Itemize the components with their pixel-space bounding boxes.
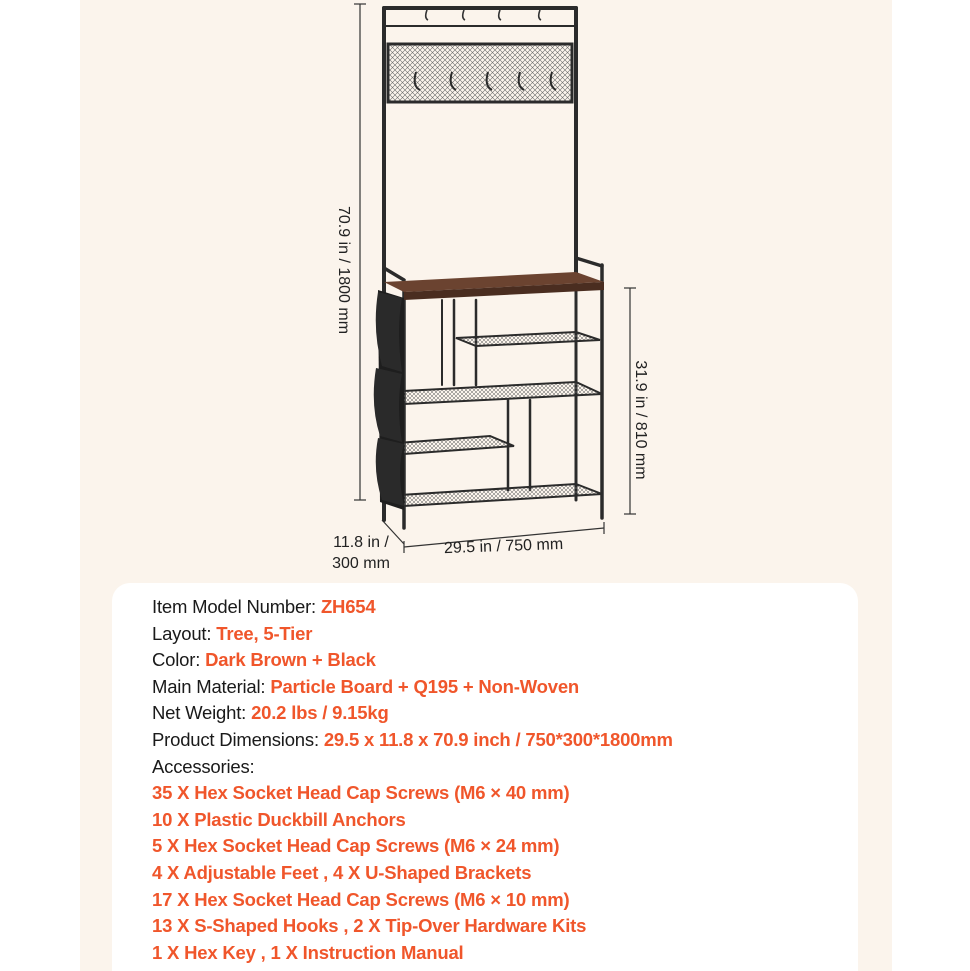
spec-label: Layout: bbox=[152, 622, 217, 644]
spec-value: ZH654 bbox=[320, 596, 376, 617]
top-hooks bbox=[426, 10, 541, 20]
accessory-item: 35 X Hex Socket Head Cap Screws (M6 × 40 mm) bbox=[152, 782, 570, 804]
width-dimension-label: 29.5 in / 750 mm bbox=[443, 535, 564, 558]
depth-dimension-label: 11.8 in / 300 mm bbox=[332, 534, 390, 572]
spec-dimensions bbox=[152, 727, 673, 754]
height-dimension-label: 70.9 in / 1800 mm bbox=[335, 205, 352, 335]
accessory-item: 17 X Hex Socket Head Cap Screws (M6 × 10 mm) bbox=[152, 888, 570, 910]
spec-model bbox=[152, 594, 673, 621]
accessory-item: 10 X Plastic Duckbill Anchors bbox=[152, 808, 406, 830]
spec-value: 29.5 x 11.8 x 70.9 inch / 750*300*1800mm bbox=[323, 728, 673, 750]
spec-color bbox=[152, 647, 673, 674]
spec-layout bbox=[152, 621, 673, 648]
accessory-item: 5 X Hex Socket Head Cap Screws (M6 × 24 mm) bbox=[152, 835, 560, 857]
spec-weight bbox=[152, 700, 673, 727]
accessories-heading bbox=[152, 754, 673, 781]
spec-label: Item Model Number: bbox=[152, 596, 321, 617]
spec-list bbox=[152, 594, 673, 966]
accessories-heading-label: Accessories: bbox=[152, 755, 255, 777]
accessory-item: 4 X Adjustable Feet , 4 X U-Shaped Brackets bbox=[152, 861, 532, 883]
mesh-panel bbox=[388, 44, 572, 102]
spec-label: Color: bbox=[152, 649, 206, 671]
spec-label: Product Dimensions: bbox=[152, 728, 324, 750]
spec-value: Tree, 5-Tier bbox=[216, 622, 313, 644]
spec-label: Net Weight: bbox=[152, 702, 252, 724]
spec-value: Particle Board + Q195 + Non-Woven bbox=[270, 675, 580, 697]
side-bag bbox=[374, 290, 404, 510]
accessory-item: 1 X Hex Key , 1 X Instruction Manual bbox=[152, 941, 464, 963]
spec-material bbox=[152, 674, 673, 701]
spec-label: Main Material: bbox=[152, 675, 271, 697]
spec-value: 20.2 lbs / 9.15kg bbox=[251, 702, 389, 724]
shelf-height-dimension-label: 31.9 in / 810 mm bbox=[632, 360, 649, 480]
accessory-item: 13 X S-Shaped Hooks , 2 X Tip-Over Hardware Kits bbox=[152, 915, 587, 937]
spec-value: Dark Brown + Black bbox=[205, 649, 376, 671]
wood-top bbox=[384, 272, 604, 300]
mesh-shelves bbox=[384, 332, 602, 506]
